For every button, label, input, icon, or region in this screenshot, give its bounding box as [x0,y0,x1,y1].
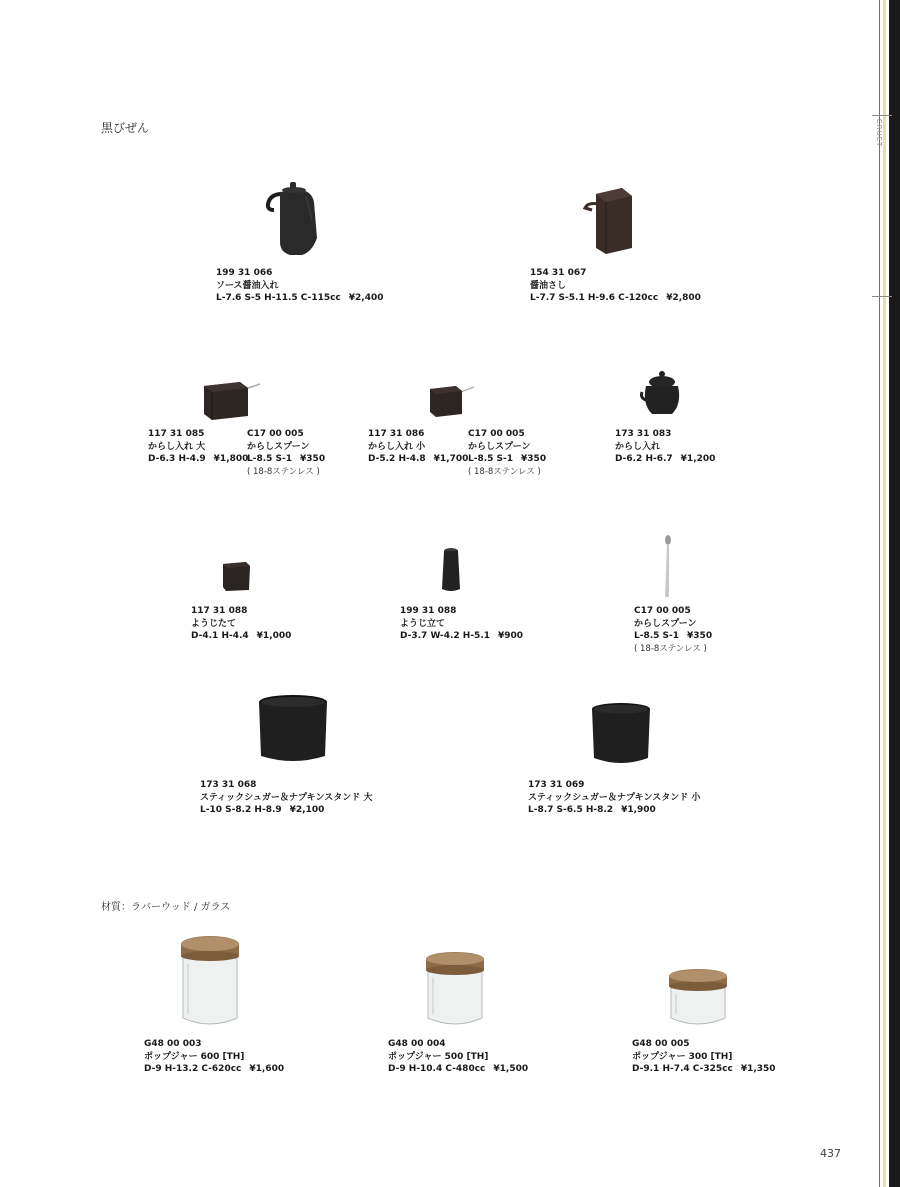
product-dimensions: D-4.1 H-4.4 [191,631,249,641]
product-dimensions: L-7.6 S-5 H-11.5 C-115cc [216,293,341,303]
sidebar-tick-top [872,115,892,116]
product-dimensions: D-6.2 H-6.7 [615,454,673,464]
product-spec [368,453,468,466]
product-name: からしスプーン [468,441,531,452]
mustard-pot-small-image [428,383,476,417]
product-price: ¥900 [498,631,524,641]
product-name: からし入れ 小 [368,441,426,452]
product-code: 199 31 066 [216,268,273,278]
product-dimensions: D-9.1 H-7.4 C-325cc [632,1064,733,1074]
product-caption [528,779,700,817]
product-material-note: ( 18-8ステンレス ) [634,643,707,654]
product-price: ¥2,400 [348,293,384,303]
product-spec [191,630,291,643]
product-name: スティックシュガー＆ナプキンスタンド 大 [200,792,373,803]
product-caption [530,267,701,305]
product-spec [615,453,715,466]
product-spec [528,804,700,817]
napkin-stand-small-image [590,702,652,766]
sidebar-divider-line [879,0,880,1187]
product-code: 117 31 085 [148,429,205,439]
product-caption [200,779,372,817]
product-price: ¥1,800 [213,454,249,464]
product-name: スティックシュガー＆ナプキンスタンド 小 [528,792,701,803]
product-caption [634,605,712,655]
product-caption [400,605,523,643]
product-dimensions: L-7.7 S-5.1 H-9.6 C-120cc [530,293,659,303]
product-price: ¥350 [300,454,326,464]
material-label: 材質：ラバーウッド / ガラス [101,902,231,913]
product-caption [632,1038,776,1076]
product-price: ¥350 [687,631,713,641]
product-caption [368,428,468,466]
product-code: 173 31 069 [528,780,585,790]
product-code: G48 00 004 [388,1039,446,1049]
product-caption [216,267,384,305]
page-number: 437 [820,1147,841,1160]
product-dimensions: D-6.3 H-4.9 [148,454,206,464]
pop-jar-500-image [425,950,485,1028]
soy-dispenser-image [582,186,638,256]
product-spec [247,453,325,466]
product-caption [247,428,325,478]
sidebar-edge-bar [889,0,900,1187]
toothpick-holder-square-image [220,560,252,592]
product-name: からしスプーン [634,618,697,629]
product-caption [191,605,291,643]
product-name: からしスプーン [247,441,310,452]
product-code: 117 31 086 [368,429,425,439]
product-name: からし入れ [615,441,661,452]
product-name: からし入れ 大 [148,441,206,452]
product-spec [634,630,712,643]
product-dimensions: D-9 H-13.2 C-620cc [144,1064,242,1074]
product-dimensions: D-9 H-10.4 C-480cc [388,1064,486,1074]
product-spec [468,453,546,466]
product-caption [148,428,248,466]
product-code: C17 00 005 [634,606,691,616]
product-dimensions: L-8.5 S-1 [247,454,293,464]
mustard-pot-large-image [202,378,262,420]
product-spec [144,1063,284,1076]
sidebar-accent-bar [883,0,886,1187]
napkin-stand-large-image [257,694,329,764]
pop-jar-600-image [180,934,240,1028]
product-spec [200,804,372,817]
product-code: 173 31 068 [200,780,257,790]
product-price: ¥1,000 [256,631,292,641]
product-code: 173 31 083 [615,429,672,439]
product-dimensions: L-10 S-8.2 H-8.9 [200,805,282,815]
product-spec [400,630,523,643]
product-price: ¥1,900 [621,805,656,815]
product-name: ポップジャー 500 [TH] [388,1051,489,1062]
product-price: ¥2,100 [289,805,325,815]
product-material-note: ( 18-8ステンレス ) [247,466,320,477]
product-price: ¥1,350 [740,1064,776,1074]
product-spec [388,1063,528,1076]
product-name: ポップジャー 600 [TH] [144,1051,245,1062]
product-dimensions: D-3.7 W-4.2 H-5.1 [400,631,490,641]
product-spec [216,292,384,305]
product-price: ¥1,700 [433,454,469,464]
product-price: ¥1,600 [249,1064,285,1074]
product-code: 117 31 088 [191,606,248,616]
sidebar-category-label: CRUET [875,118,883,148]
product-dimensions: L-8.7 S-6.5 H-8.2 [528,805,614,815]
pop-jar-300-image [668,968,728,1028]
product-name: ようじ立て [400,618,446,629]
product-code: 199 31 088 [400,606,457,616]
sidebar-tick-bottom [872,296,892,297]
product-dimensions: L-8.5 S-1 [634,631,680,641]
product-code: 154 31 067 [530,268,587,278]
round-mustard-pot-image [640,368,684,418]
product-name: ようじたて [191,618,237,629]
product-material-note: ( 18-8ステンレス ) [468,466,541,477]
product-dimensions: L-8.5 S-1 [468,454,514,464]
product-name: 醤油さし [530,280,567,291]
product-caption [468,428,546,478]
mustard-spoon-image [660,535,676,599]
product-code: C17 00 005 [468,429,525,439]
product-caption [144,1038,284,1076]
product-price: ¥1,200 [680,454,716,464]
product-spec [530,292,701,305]
product-spec [148,453,248,466]
product-code: G48 00 005 [632,1039,690,1049]
product-code: G48 00 003 [144,1039,202,1049]
product-caption [388,1038,528,1076]
product-price: ¥1,500 [493,1064,529,1074]
sauce-pot-image [262,180,322,258]
product-price: ¥350 [521,454,547,464]
product-caption [615,428,715,466]
product-name: ポップジャー 300 [TH] [632,1051,733,1062]
product-dimensions: D-5.2 H-4.8 [368,454,426,464]
section-title: 黒びぜん [101,121,150,135]
toothpick-holder-round-image [440,547,462,593]
product-price: ¥2,800 [666,293,701,303]
product-spec [632,1063,776,1076]
product-code: C17 00 005 [247,429,304,439]
product-name: ソース醤油入れ [216,280,279,291]
